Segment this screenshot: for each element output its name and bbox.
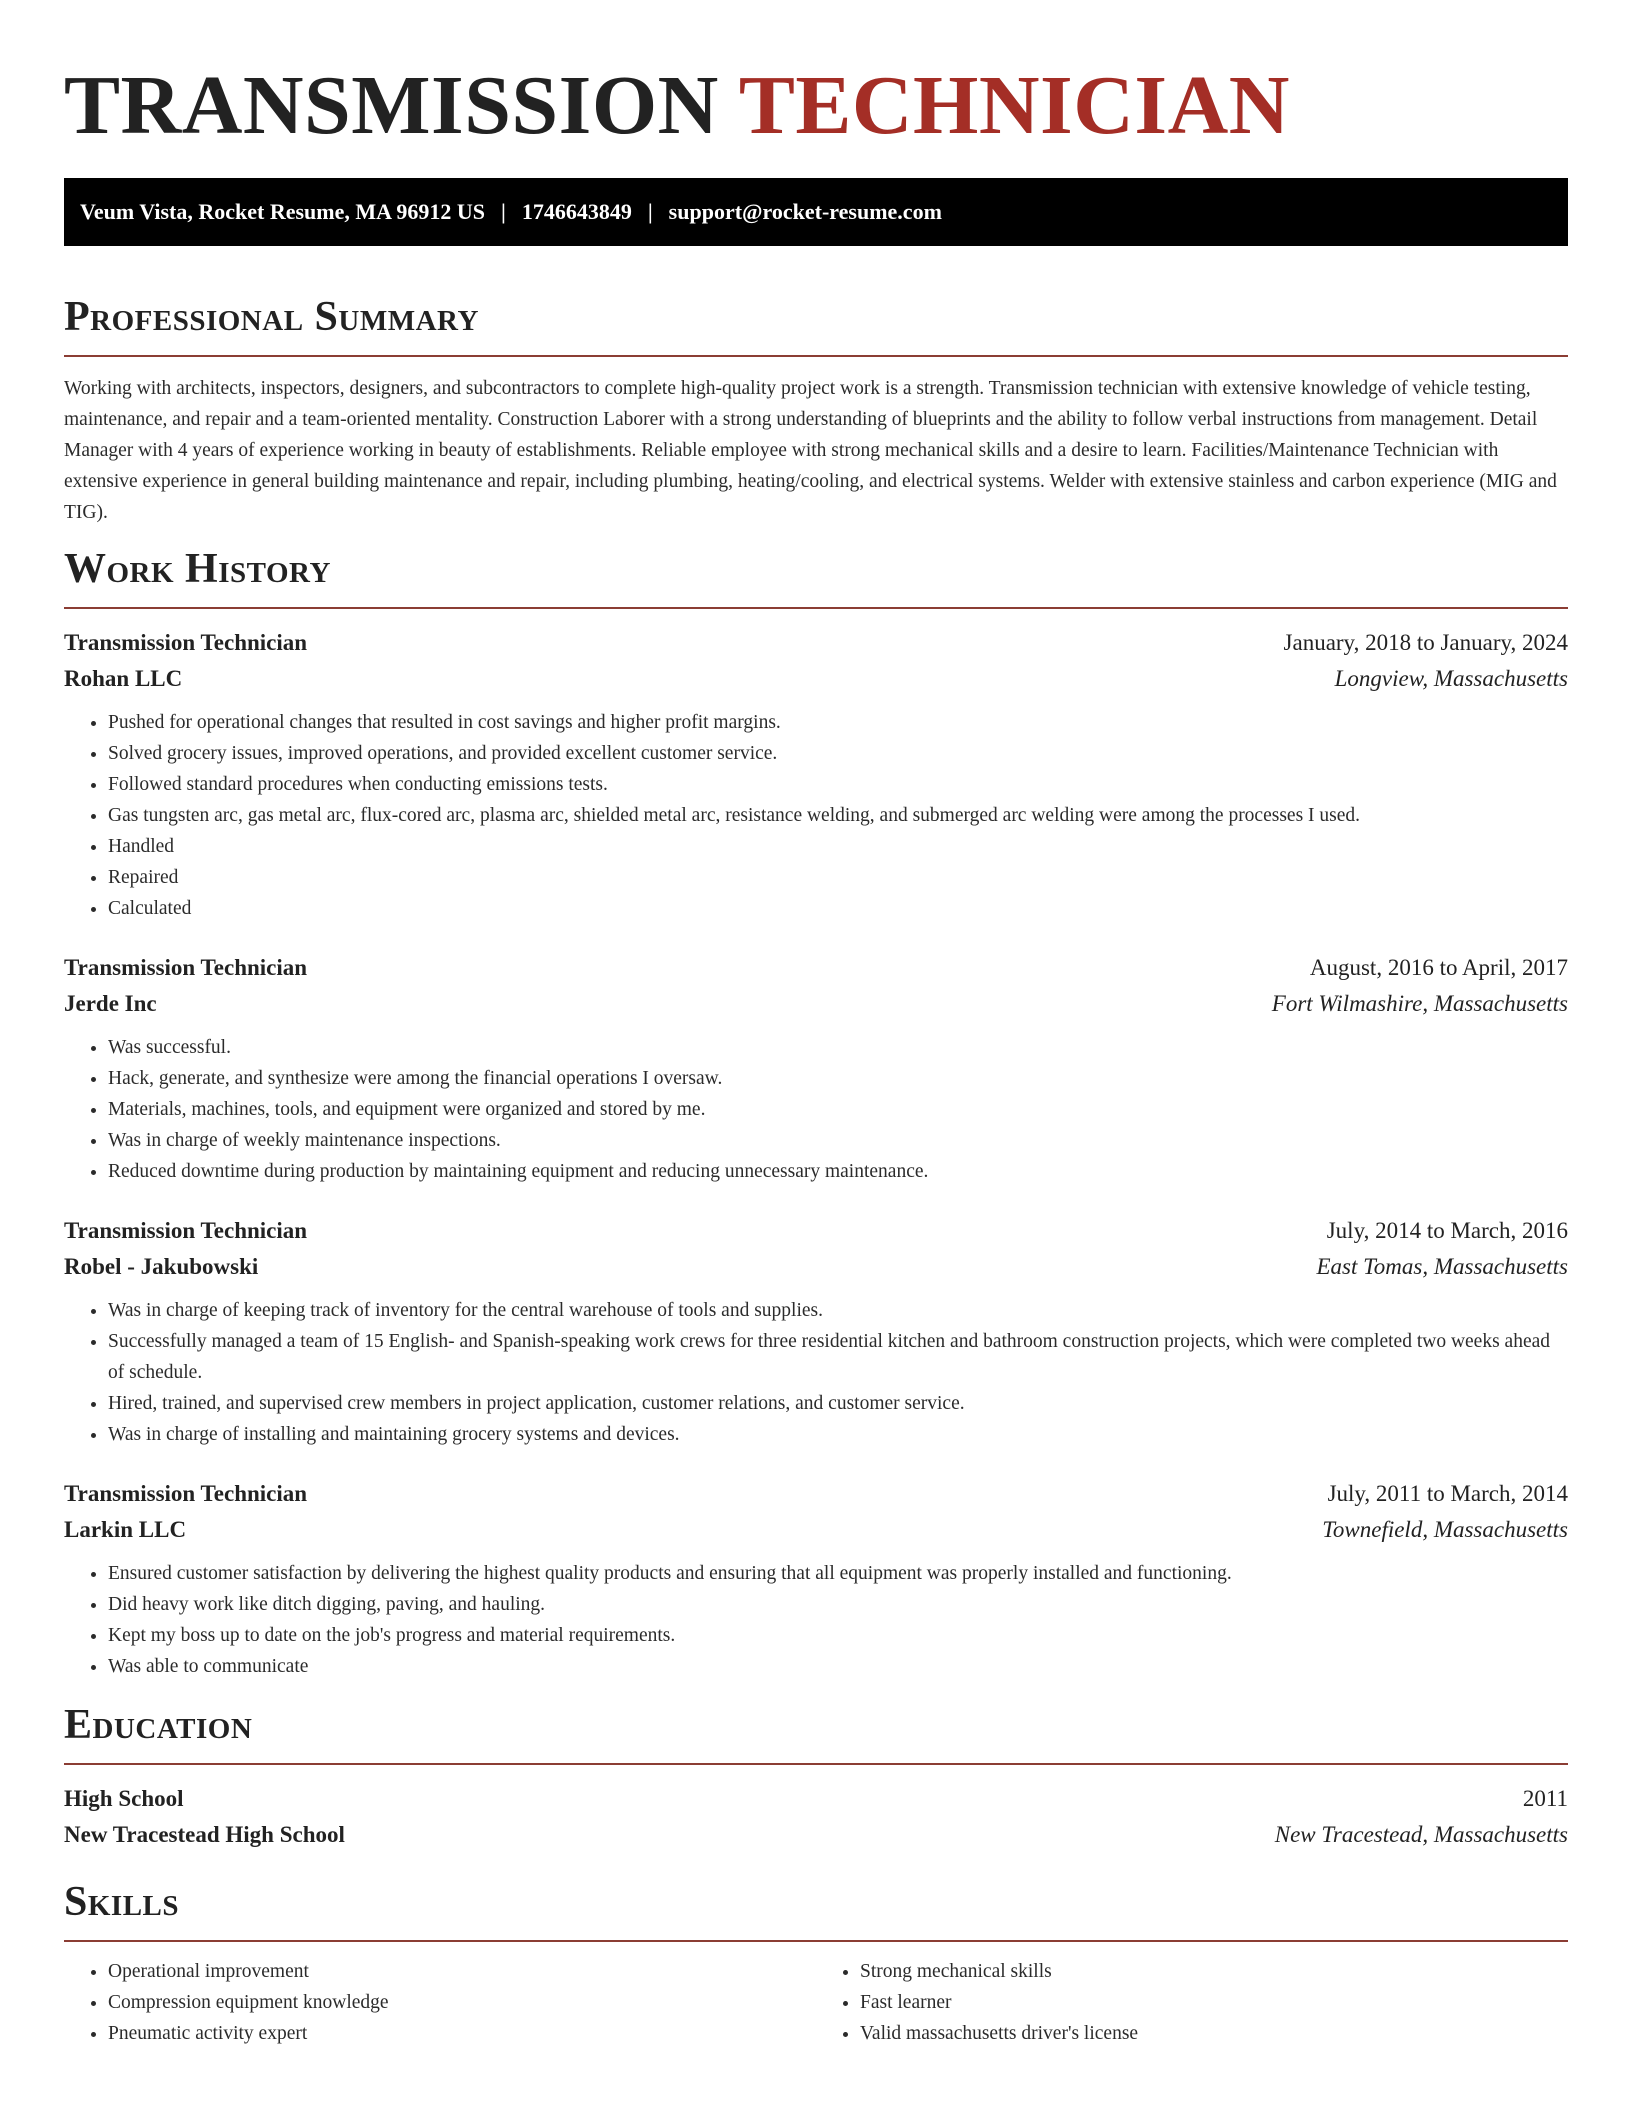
section-title-education: Education — [64, 1702, 253, 1748]
contact-separator: | — [500, 199, 506, 224]
skill-item: • Pneumatic activity expert — [108, 2018, 816, 2049]
education-location: New Tracestead, Massachusetts — [1274, 1822, 1568, 1847]
job-bullet: • Kept my boss up to date on the job's progress and material requirements. — [108, 1620, 1568, 1651]
contact-separator: | — [647, 199, 653, 224]
section-divider — [64, 1763, 1568, 1765]
section-title-summary: Professional Summary — [64, 294, 479, 340]
education-degree: High School — [64, 1786, 184, 1811]
job-company: Robel - Jakubowski — [64, 1254, 259, 1279]
contact-bar — [64, 178, 1568, 246]
job-company: Larkin LLC — [64, 1517, 187, 1542]
job-bullet: • Hired, trained, and supervised crew members in project application, customer relations, and customer service. — [108, 1388, 1568, 1419]
section-divider — [64, 607, 1568, 609]
job-bullets — [64, 707, 1568, 924]
job-bullet: • Was successful. — [108, 1032, 1568, 1063]
work-history-section — [64, 548, 1568, 1682]
job-location: East Tomas, Massachusetts — [1316, 1254, 1568, 1279]
job-bullet: • Hack, generate, and synthesize were among the financial operations I oversaw. — [108, 1063, 1568, 1094]
education-school-row — [64, 1817, 1568, 1853]
summary-section — [64, 296, 1568, 528]
job-bullet: • Calculated — [108, 893, 1568, 924]
job-company-row — [64, 661, 1568, 697]
job-bullet: • Ensured customer satisfaction by delivering the highest quality products and ensuring that all equipment was properly installed and functioning. — [108, 1558, 1568, 1589]
job-location: Fort Wilmashire, Massachusetts — [1271, 991, 1568, 1016]
job-bullet: • Was in charge of installing and maintaining grocery systems and devices. — [108, 1419, 1568, 1450]
skill-item: • Valid massachusetts driver's license — [860, 2018, 1568, 2049]
skills-section — [64, 1881, 1568, 2049]
section-divider — [64, 1940, 1568, 1942]
name-second-part: TECHNICIAN — [738, 59, 1290, 152]
education-school: New Tracestead High School — [64, 1822, 345, 1847]
skill-item: • Operational improvement — [108, 1956, 816, 1987]
job-location: Longview, Massachusetts — [1334, 666, 1568, 691]
education-header-row — [64, 1781, 1568, 1817]
job-entry — [64, 1213, 1568, 1450]
job-header-row — [64, 625, 1568, 661]
job-title: Transmission Technician — [64, 1481, 308, 1506]
job-bullet: • Was in charge of keeping track of inventory for the central warehouse of tools and supplies. — [108, 1295, 1568, 1326]
job-dates: July, 2011 to March, 2014 — [1327, 1481, 1568, 1506]
job-bullet: • Successfully managed a team of 15 English- and Spanish-speaking work crews for three residential kitchen and bathroom construction projects, which were completed two weeks ahead of schedule. — [108, 1326, 1568, 1388]
job-bullet: • Pushed for operational changes that resulted in cost savings and higher profit margins. — [108, 707, 1568, 738]
contact-address: Veum Vista, Rocket Resume, MA 96912 US — [80, 199, 485, 224]
job-header-row — [64, 1213, 1568, 1249]
job-bullet: • Was able to communicate — [108, 1651, 1568, 1682]
section-title-skills: Skills — [64, 1879, 180, 1925]
job-bullets — [64, 1295, 1568, 1450]
education-section — [64, 1704, 1568, 1853]
section-title-work-history: Work History — [64, 546, 331, 592]
job-bullet: • Reduced downtime during production by maintaining equipment and reducing unnecessary maintenance. — [108, 1156, 1568, 1187]
summary-text: Working with architects, inspectors, designers, and subcontractors to complete high-quality project work is a strength. Transmission technician with extensive knowledge of vehicle testing, maintenance, and repair and a team-oriented mentality. Construction Laborer with a strong understanding of blueprints and the ability to follow verbal instructions from management. Detail Manager with 4 years of experience working in beauty of establishments. Reliable employee with strong mechanical skills and a desire to learn. Facilities/Maintenance Technician with extensive experience in general building maintenance and repair, including plumbing, heating/cooling, and electrical systems. Welder with extensive stainless and carbon experience (MIG and TIG). — [64, 378, 1557, 523]
job-entry — [64, 625, 1568, 924]
name-first-part: TRANSMISSION — [64, 59, 719, 152]
job-company: Rohan LLC — [64, 666, 183, 691]
job-entry — [64, 950, 1568, 1187]
job-company-row — [64, 986, 1568, 1022]
job-dates: July, 2014 to March, 2016 — [1326, 1218, 1568, 1243]
job-company-row — [64, 1512, 1568, 1548]
contact-phone: 1746643849 — [521, 199, 632, 224]
job-title: Transmission Technician — [64, 1218, 308, 1243]
resume-name — [64, 59, 1568, 152]
contact-email: support@rocket-resume.com — [668, 199, 942, 224]
job-bullets — [64, 1032, 1568, 1187]
education-year: 2011 — [1522, 1786, 1568, 1811]
job-bullet: • Was in charge of weekly maintenance inspections. — [108, 1125, 1568, 1156]
job-bullet: • Followed standard procedures when conducting emissions tests. — [108, 769, 1568, 800]
job-bullet: • Handled — [108, 831, 1568, 862]
skills-columns — [64, 1956, 1568, 2049]
job-bullet: • Gas tungsten arc, gas metal arc, flux-cored arc, plasma arc, shielded metal arc, resistance welding, and submerged arc welding were among the processes I used. — [108, 800, 1568, 831]
skill-item: • Compression equipment knowledge — [108, 1987, 816, 2018]
job-bullet: • Did heavy work like ditch digging, paving, and hauling. — [108, 1589, 1568, 1620]
skills-list-right — [816, 1956, 1568, 2049]
job-dates: August, 2016 to April, 2017 — [1309, 955, 1568, 980]
skills-list-left — [64, 1956, 816, 2049]
job-company: Jerde Inc — [64, 991, 157, 1016]
job-bullet: • Solved grocery issues, improved operations, and provided excellent customer service. — [108, 738, 1568, 769]
job-bullet: • Materials, machines, tools, and equipment were organized and stored by me. — [108, 1094, 1568, 1125]
skill-item: • Fast learner — [860, 1987, 1568, 2018]
job-title: Transmission Technician — [64, 630, 308, 655]
job-location: Townefield, Massachusetts — [1322, 1517, 1568, 1542]
job-header-row — [64, 1476, 1568, 1512]
job-title: Transmission Technician — [64, 955, 308, 980]
job-header-row — [64, 950, 1568, 986]
job-entry — [64, 1476, 1568, 1682]
job-bullet: • Repaired — [108, 862, 1568, 893]
job-dates: January, 2018 to January, 2024 — [1283, 630, 1568, 655]
job-bullets — [64, 1558, 1568, 1682]
job-company-row — [64, 1249, 1568, 1285]
skill-item: • Strong mechanical skills — [860, 1956, 1568, 1987]
section-divider — [64, 355, 1568, 357]
